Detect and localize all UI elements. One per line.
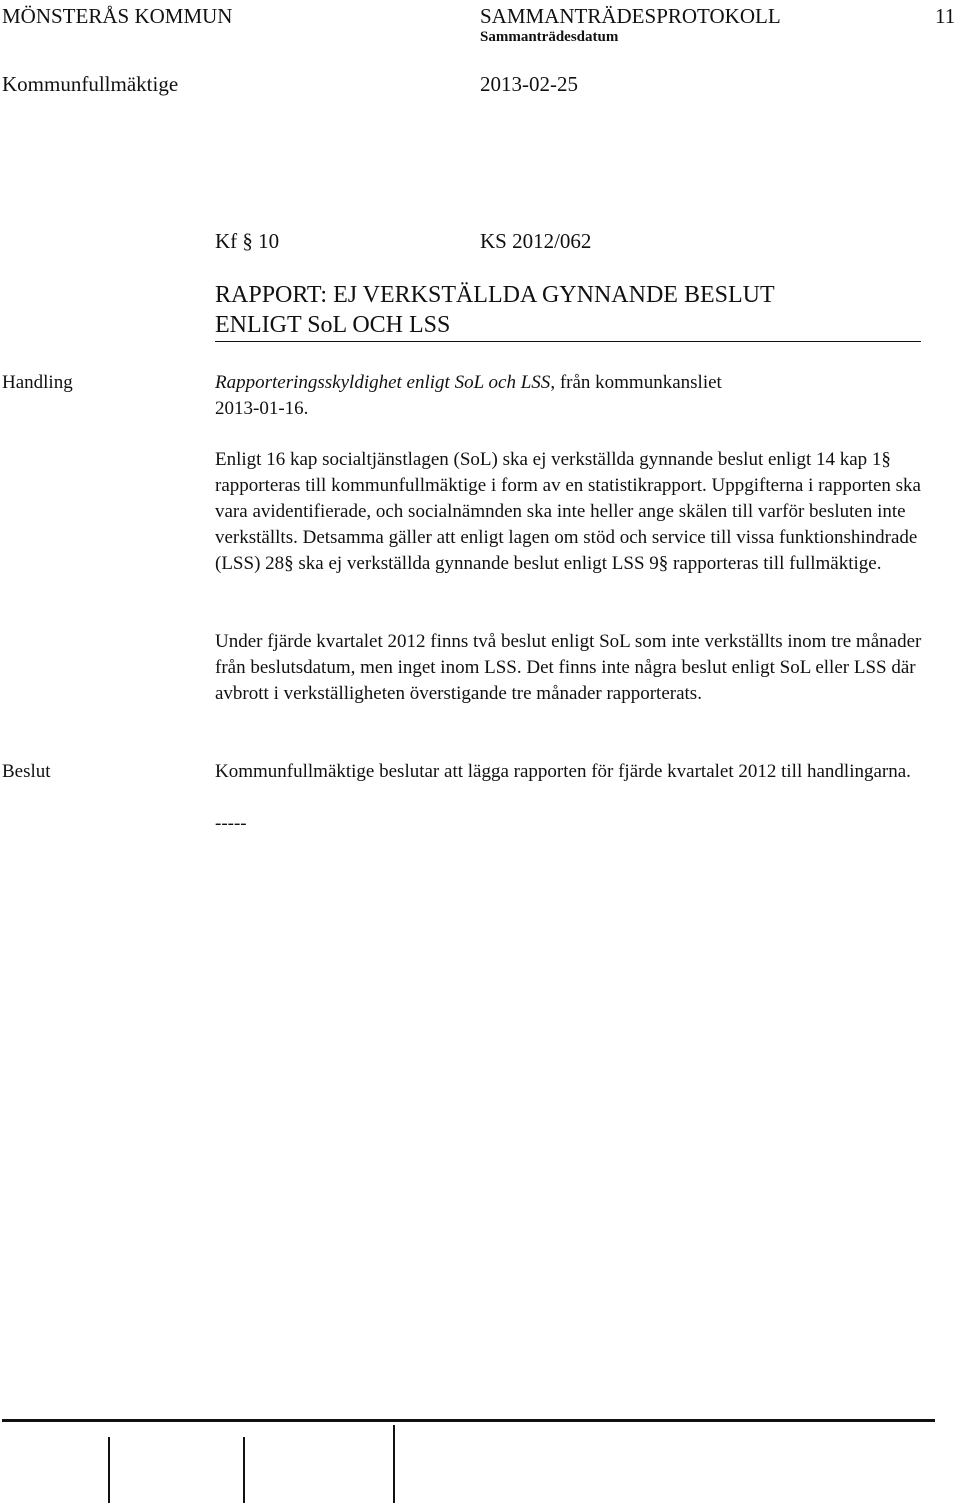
- handling-label: Handling: [2, 372, 73, 393]
- handling-date: 2013-01-16.: [215, 398, 309, 419]
- title-underline: [215, 341, 921, 342]
- case-title-line2: ENLIGT SoL OCH LSS: [215, 312, 451, 338]
- body-paragraph-2: Under fjärde kvartalet 2012 finns två beslut enligt SoL som inte verkställts inom tre månader från beslutsdatum, men inget inom LSS. Det finns inte några beslut enligt SoL eller LSS där avbrott i verkställigheten överstigande tre månader rapporterats.: [215, 631, 922, 704]
- body-paragraph-1: Enligt 16 kap socialtjänstlagen (SoL) ska ej verkställda gynnande beslut enligt 14 kap 1§ rapporteras till kommunfullmäktige i form av en statistikrapport. Uppgifterna i rapporten ska vara avidentifierade, och socialnämnden ska inte heller ange skälen till varför besluten inte verkställts. Detsamma gäller att enligt lagen om stöd och service till vissa funktionshindrade (LSS) 28§ ska ej verkställda gynnande beslut enligt LSS 9§ rapporteras till fullmäktige.: [215, 449, 921, 574]
- handling-document-title: Rapporteringsskyldighet enligt SoL och LSS: [215, 372, 551, 393]
- end-mark: -----: [215, 813, 247, 834]
- date-label: Sammanträdesdatum: [480, 29, 619, 45]
- signature-box-divider: [243, 1437, 245, 1503]
- case-title-line1: RAPPORT: EJ VERKSTÄLLDA GYNNANDE BESLUT: [215, 282, 775, 308]
- decision-text: Kommunfullmäktige beslutar att lägga rapporten för fjärde kvartalet 2012 till handlingarna.: [215, 761, 911, 782]
- municipality-name: MÖNSTERÅS KOMMUN: [2, 4, 233, 28]
- handling-document: [215, 370, 722, 396]
- document-type: SAMMANTRÄDESPROTOKOLL: [480, 4, 781, 28]
- signature-box-divider: [108, 1437, 110, 1503]
- meeting-date: 2013-02-25: [480, 72, 578, 96]
- paragraph-number: Kf § 10: [215, 229, 280, 253]
- signature-box-divider: [393, 1425, 395, 1503]
- decision-label: Beslut: [2, 761, 51, 782]
- page-number: 11: [935, 4, 956, 28]
- case-number: KS 2012/062: [480, 229, 592, 253]
- handling-document-source: , från kommunkansliet: [550, 372, 722, 393]
- meeting-body: Kommunfullmäktige: [2, 72, 179, 96]
- signature-rule: [2, 1419, 935, 1422]
